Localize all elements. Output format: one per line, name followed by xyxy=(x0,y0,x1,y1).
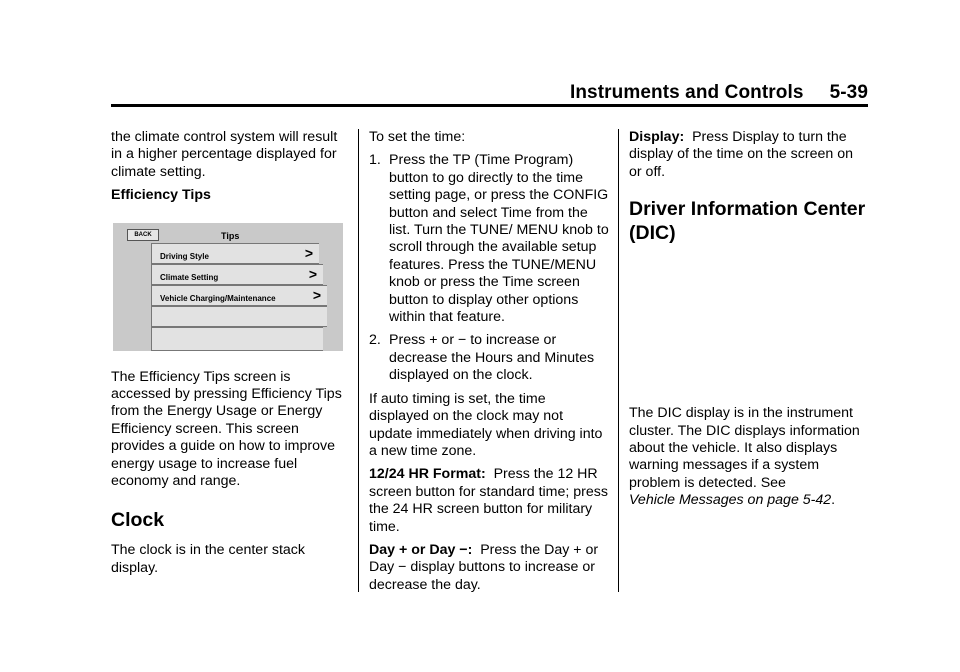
page-number: 5-39 xyxy=(829,82,868,103)
tip-row-label: Driving Style xyxy=(160,251,209,261)
step-1 xyxy=(369,152,609,326)
column-1 xyxy=(111,129,349,583)
header-rule xyxy=(111,104,868,107)
day-paragraph xyxy=(369,542,609,594)
step-text: Press + or − to increase or decrease the Hours and Minutes displayed on the clock. xyxy=(389,332,595,384)
back-button: BACK xyxy=(127,229,159,241)
format-text: Press the 12 HR screen button for standard time; press the 24 HR screen button for military time. xyxy=(369,466,608,535)
dic-text: The DIC display is in the instrument cluster. The DIC displays information about the vehicle. It also displays warning messages if a system problem is detected. See xyxy=(629,405,860,491)
tip-row-driving-style xyxy=(151,243,319,264)
auto-timing-note: If auto timing is set, the time displayed on the clock may not update immediately when driving into a new time zone. xyxy=(369,390,603,459)
dic-figure-space xyxy=(629,255,869,405)
format-label: 12/24 HR Format: xyxy=(369,466,486,483)
format-paragraph xyxy=(369,466,609,536)
intro-paragraph: the climate control system will result in a higher percentage displayed for climate setting. xyxy=(111,129,338,180)
column-3 xyxy=(629,129,869,516)
column-divider-2 xyxy=(618,129,619,592)
tip-row-empty xyxy=(151,327,323,351)
chevron-right-icon: > xyxy=(304,244,313,261)
display-paragraph xyxy=(629,129,869,181)
chevron-right-icon: > xyxy=(308,265,317,282)
tip-row-label: Vehicle Charging/Maintenance xyxy=(160,293,276,303)
efficiency-tips-description: The Efficiency Tips screen is accessed by pressing Efficiency Tips from the Energy Usage or Energy Efficiency screen. This screen provides a guide on how to improve energy usage to increase fuel economy and range. xyxy=(111,368,342,490)
tip-row-label: Climate Setting xyxy=(160,272,219,282)
day-label: Day + or Day −: xyxy=(369,541,473,558)
tip-row-climate-setting xyxy=(151,264,323,285)
efficiency-tips-screen-figure xyxy=(113,223,343,351)
page-header xyxy=(111,82,868,104)
clock-heading: Clock xyxy=(111,509,165,532)
display-label: Display: xyxy=(629,129,685,145)
efficiency-tips-heading: Efficiency Tips xyxy=(111,187,211,204)
column-2 xyxy=(369,129,609,600)
figure-title: Tips xyxy=(221,230,240,241)
column-divider-1 xyxy=(358,129,359,592)
step-text: Press the TP (Time Program) button to go directly to the time setting page, or press the CONFIG button and select Time from the list. Turn the TUNE/ MENU knob to scroll through the available setup features. Press the TUNE/MENU knob or press the Time screen button to display other options within that feature. xyxy=(389,152,609,326)
dic-cross-reference: Vehicle Messages on page 5-42 xyxy=(629,492,832,509)
header-title xyxy=(570,82,868,104)
dic-heading: Driver Information Center (DIC) xyxy=(629,198,866,245)
display-text: Press Display to turn the display of the time on the screen on or off. xyxy=(629,129,853,180)
tip-row-empty xyxy=(151,306,327,327)
dic-paragraph: The DIC display is in the instrument cluster. The DIC displays information about the vehicle. It also displays warning messages if a system problem is detected. See Vehicle Messages on page 5-42. xyxy=(629,405,860,509)
section-title: Instruments and Controls xyxy=(569,82,804,103)
clock-description: The clock is in the center stack display. xyxy=(111,542,305,576)
step-number: 1. xyxy=(369,152,381,169)
step-2 xyxy=(369,332,609,384)
chevron-right-icon: > xyxy=(312,286,321,303)
tip-row-vehicle-charging xyxy=(151,285,327,306)
set-time-intro: To set the time: xyxy=(369,129,466,145)
step-number: 2. xyxy=(369,332,381,349)
day-text: Press the Day + or Day − display buttons to increase or decrease the day. xyxy=(369,541,599,593)
